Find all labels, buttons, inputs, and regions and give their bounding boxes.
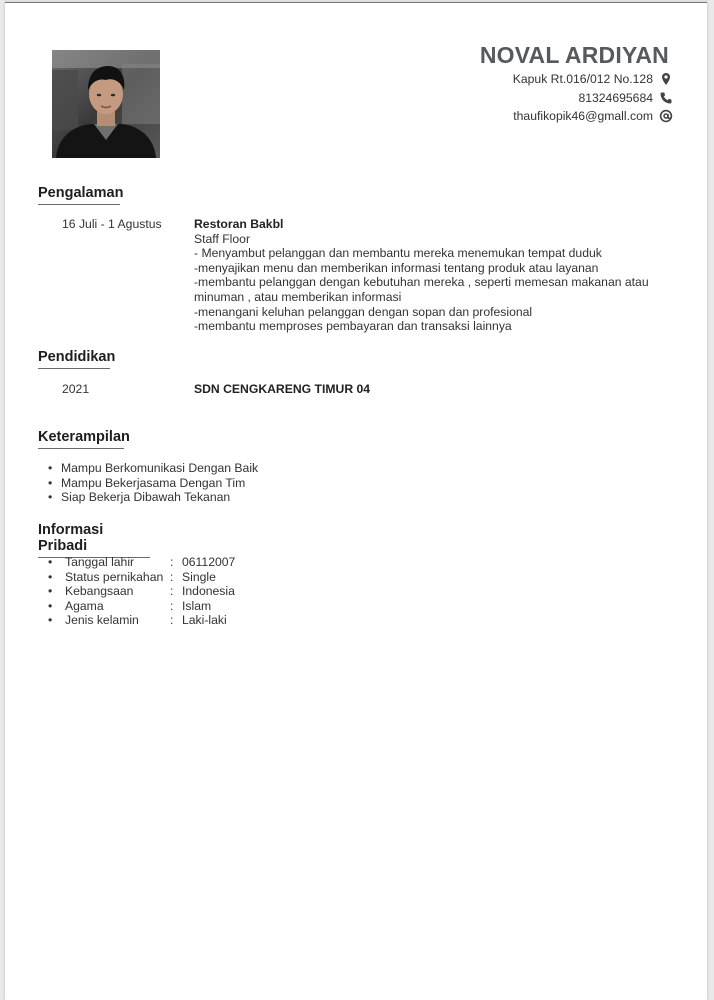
email-text: thaufikopik46@gmall.com — [513, 109, 653, 123]
experience-details — [194, 217, 669, 334]
profile-photo-image — [52, 50, 160, 158]
info-value: 06112007 — [182, 555, 236, 569]
contact-address — [513, 72, 673, 87]
info-value: Single — [182, 569, 216, 584]
top-border — [5, 2, 707, 3]
section-title-education: Pendidikan — [38, 349, 110, 369]
section-title-experience: Pengalaman — [38, 185, 120, 205]
education-year: 2021 — [62, 382, 90, 396]
info-separator: : — [170, 613, 174, 628]
skill-item: • Siap Bekerja Dibawah Tekanan — [48, 490, 258, 505]
skill-item: • Mampu Berkomunikasi Dengan Baik — [48, 461, 258, 476]
full-name: NOVAL ARDIYAN — [479, 42, 669, 68]
info-separator: : — [170, 584, 174, 599]
profile-photo — [52, 50, 160, 158]
experience-duty: -membantu pelanggan dengan kebutuhan mereka , seperti memesan makanan atau minuman , atau memberikan informasi — [194, 275, 649, 304]
info-separator: : — [170, 569, 174, 584]
education-school: SDN CENGKARENG TIMUR 04 — [194, 382, 371, 396]
skill-item: • Mampu Bekerjasama Dengan Tim — [48, 476, 258, 491]
phone-text: 81324695684 — [578, 91, 653, 105]
experience-duty: -menyajikan menu dan memberikan informasi tentang produk atau layanan — [194, 260, 599, 275]
section-underline — [38, 448, 124, 449]
section-title-skills: Keterampilan — [38, 429, 124, 449]
info-label: Jenis kelamin — [65, 613, 139, 628]
info-value: Islam — [182, 598, 212, 613]
contact-phone — [578, 91, 673, 106]
info-separator: : — [170, 555, 174, 569]
info-value: Indonesia — [182, 584, 235, 599]
phone-icon — [659, 91, 673, 105]
experience-company: Restoran Bakbl — [194, 217, 284, 231]
address-text: Kapuk Rt.016/012 No.128 — [512, 72, 653, 86]
skills-list — [48, 461, 258, 505]
experience-duty: -membantu memproses pembayaran dan transaksi lainnya — [194, 319, 512, 334]
location-pin-icon — [659, 72, 673, 86]
info-label: Tanggal lahir — [65, 555, 135, 569]
info-separator: : — [170, 598, 174, 613]
cv-page — [5, 2, 707, 1000]
info-value: Laki-laki — [182, 613, 227, 628]
section-title-personal-info: Informasi Pribadi — [38, 522, 150, 558]
info-label: Status pernikahan — [65, 569, 164, 584]
experience-duty: - Menyambut pelanggan dan membantu mereka menemukan tempat duduk — [194, 246, 602, 261]
contact-email — [513, 109, 673, 124]
experience-date: 16 Juli - 1 Agustus — [62, 217, 162, 231]
section-underline — [38, 368, 110, 369]
section-underline — [38, 204, 120, 205]
info-label: Agama — [65, 598, 104, 613]
experience-position: Staff Floor — [194, 231, 250, 246]
info-label: Kebangsaan — [65, 584, 134, 599]
experience-duty: -menangani keluhan pelanggan dengan sopan dan profesional — [194, 304, 533, 319]
at-icon — [659, 109, 673, 123]
